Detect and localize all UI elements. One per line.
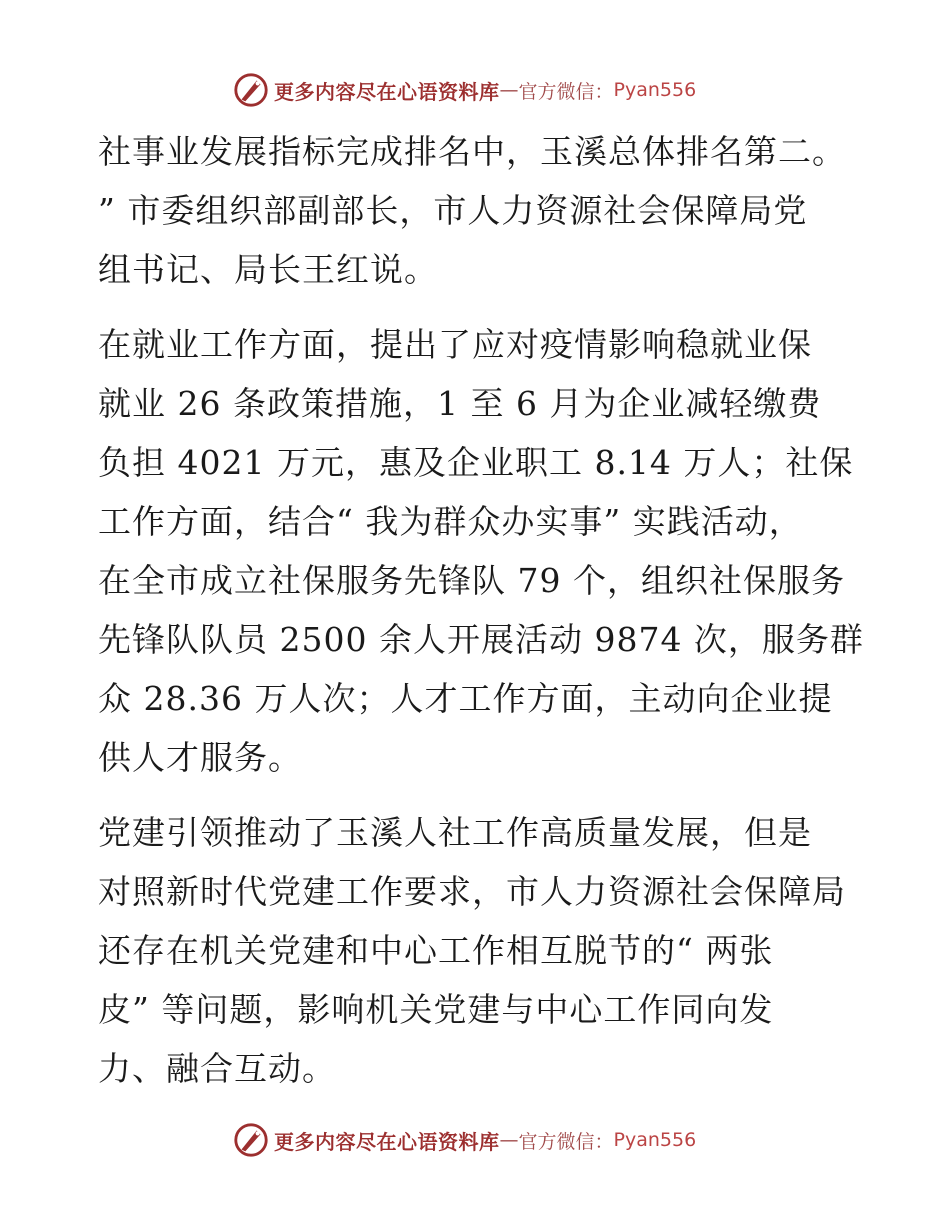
watermark-account: Pyan556 (613, 79, 697, 101)
text-line: 组书记、局长王红说。 (98, 250, 438, 289)
text-line: 负担 4021 万元，惠及企业职工 8.14 万人；社保 (98, 443, 854, 482)
paragraph-2 (98, 315, 864, 787)
pen-nib-circle-icon (232, 1121, 270, 1159)
text-line: 供人才服务。 (98, 738, 302, 777)
text-line: 先锋队队员 2500 余人开展活动 9874 次，服务群 (98, 620, 864, 659)
text-line: 力、融合互动。 (98, 1049, 336, 1088)
watermark-separator: — (499, 79, 519, 101)
text-line: 工作方面，结合“ 我为群众办实事” 实践活动， (98, 502, 803, 541)
header-watermark (232, 70, 752, 110)
watermark-separator: — (499, 1129, 519, 1151)
paragraph-3 (98, 803, 858, 1098)
watermark-label: 官方微信： (518, 1130, 614, 1153)
text-line: 对照新时代党建工作要求，市人力资源社会保障局 (98, 872, 846, 911)
pen-nib-circle-icon (232, 71, 270, 109)
text-line: 党建引领推动了玉溪人社工作高质量发展，但是 (98, 813, 812, 852)
document-body (98, 122, 864, 1098)
paragraph-1 (98, 122, 858, 299)
text-line: 皮” 等问题，影响机关党建与中心工作同向发 (98, 990, 774, 1029)
text-line: 还存在机关党建和中心工作相互脱节的“ 两张 (98, 931, 774, 970)
watermark-brand: 更多内容尽在心语资料库 (274, 1129, 500, 1154)
text-line: 社事业发展指标完成排名中，玉溪总体排名第二。 (98, 132, 846, 171)
text-line: ” 市委组织部副部长，市人力资源社会保障局党 (98, 191, 808, 230)
watermark-brand: 更多内容尽在心语资料库 (274, 79, 500, 104)
text-line: 众 28.36 万人次；人才工作方面，主动向企业提 (98, 679, 833, 718)
text-line: 就业 26 条政策措施，1 至 6 月为企业减轻缴费 (98, 384, 822, 423)
footer-watermark (232, 1120, 752, 1160)
watermark-account: Pyan556 (613, 1129, 697, 1151)
watermark-label: 官方微信： (518, 80, 614, 103)
text-line: 在全市成立社保服务先锋队 79 个，组织社保服务 (98, 561, 845, 600)
text-line: 在就业工作方面，提出了应对疫情影响稳就业保 (98, 325, 812, 364)
